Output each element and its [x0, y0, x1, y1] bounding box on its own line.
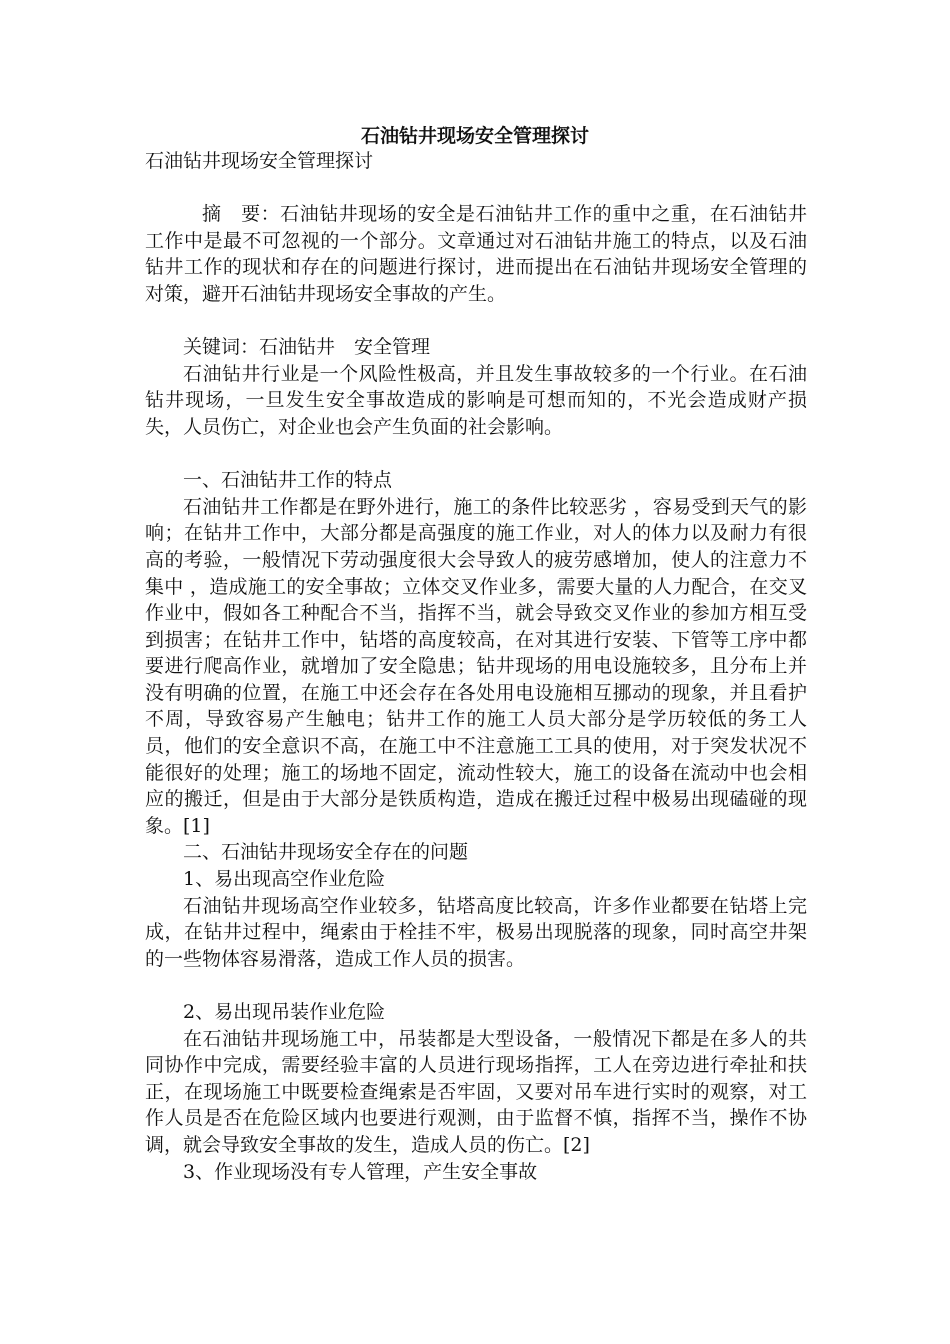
document-body — [145, 148, 807, 1185]
abstract-paragraph: 摘 要：石油钻井现场的安全是石油钻井工作的重中之重，在石油钻井工作中是最不可忽视的一个部分。文章通过对石油钻井施工的特点，以及石油钻井工作的现状和存在的问题进行探讨，进而提出在石油钻井现场安全管理的对策，避开石油钻井现场安全事故的产生。 — [145, 203, 807, 305]
spacer — [145, 972, 807, 999]
subsection-1-paragraph: 石油钻井现场高空作业较多，钻塔高度比较高，许多作业都要在钻塔上完成，在钻井过程中，绳索由于栓挂不牢，极易出现脱落的现象，同时高空井架的一些物体容易滑落，造成工作人员的损害。 — [145, 894, 807, 970]
section-heading-1: 一、石油钻井工作的特点 — [183, 469, 393, 492]
intro-paragraph: 石油钻井行业是一个风险性极高，并且发生事故较多的一个行业。在石油钻井现场，一旦发生安全事故造成的影响是可想而知的，不光会造成财产损失，人员伤亡，对企业也会产生负面的社会影响。 — [145, 362, 807, 438]
document-title: 石油钻井现场安全管理探讨 — [360, 125, 589, 147]
keywords-line: 关键词：石油钻井 安全管理 — [183, 336, 431, 359]
subsection-heading-3: 3、作业现场没有专人管理，产生安全事故 — [183, 1160, 538, 1183]
spacer — [145, 175, 807, 202]
subsection-heading-1: 1、易出现高空作业危险 — [183, 868, 386, 891]
spacer — [145, 441, 807, 468]
section-1-paragraph: 石油钻井工作都是在野外进行，施工的条件比较恶劣 ，容易受到天气的影响；在钻井工作中，大部分都是高强度的施工作业，对人的体力以及耐力有很高的考验，一般情况下劳动强度很大会导致人的疲劳感增加，使人的注意力不集中 ，造成施工的安全事故；立体交叉作业多，需要大量的人力配合，在交叉作业中，假如各工种配合不当，指挥不当，就会导致交叉作业的参加方相互受到损害；在钻井工作中，钻塔的高度较高，在对其进行安装、下管等工序中都要进行爬高作业，就增加了安全隐患；钻井现场的用电设施较多，且分布上并没有明确的位置，在施工中还会存在各处用电设施相互挪动的现象，并且看护不周，导致容易产生触电；钻井工作的施工人员大部分是学历较低的务工人员，他们的安全意识不高，在施工中不注意施工工具的使用，对于突发状况不能很好的处理；施工的场地不固定，流动性较大，施工的设备在流动中也会相应的搬迁，但是由于大部分是铁质构造，造成在搬迁过程中极易出现磕碰的现象。[1] — [145, 495, 807, 837]
document-subtitle: 石油钻井现场安全管理探讨 — [145, 150, 374, 172]
section-heading-2: 二、石油钻井现场安全存在的问题 — [183, 841, 469, 864]
spacer — [145, 308, 807, 335]
subsection-heading-2: 2、易出现吊装作业危险 — [183, 1001, 386, 1023]
subsection-2-paragraph: 在石油钻井现场施工中，吊装都是大型设备，一般情况下都是在多人的共同协作中完成，需要经验丰富的人员进行现场指挥，工人在旁边进行牵扯和扶正，在现场施工中既要检查绳索是否牢固，又要对吊车进行实时的观察，对工作人员是否在危险区域内也要进行观测，由于监督不慎，指挥不当，操作不协调，就会导致安全事故的发生，造成人员的伤亡。[2] — [145, 1027, 807, 1156]
